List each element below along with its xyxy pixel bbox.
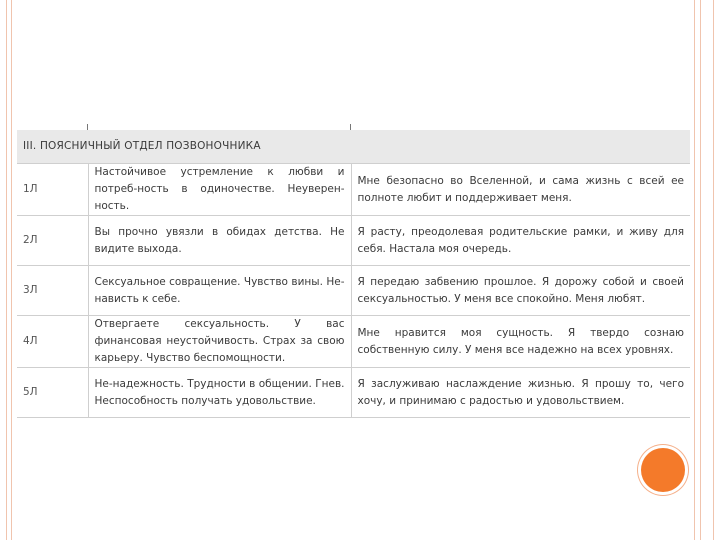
affirmation-cell: Я передаю забвению прошлое. Я дорожу собой и своей сексуальностью. У меня все спокойно. Меня любят. xyxy=(351,266,690,316)
affirmation-cell: Я заслуживаю наслаждение жизнью. Я прошу то, чего хочу, и принимаю с радостью и удовольствием. xyxy=(351,368,690,418)
table-row xyxy=(17,316,690,368)
table-row xyxy=(17,266,690,316)
slide-border-far-right xyxy=(713,0,714,540)
vertebra-code: 4Л xyxy=(17,316,88,368)
vertebra-code: 3Л xyxy=(17,266,88,316)
cause-cell: Сексуальное совращение. Чувство вины. Не-нависть к себе. xyxy=(88,266,351,316)
vertebra-code: 1Л xyxy=(17,164,88,216)
affirmation-cell: Мне безопасно во Вселенной, и сама жизнь с всей ее полноте любит и поддерживает меня. xyxy=(351,164,690,216)
table-row xyxy=(17,368,690,418)
table-row xyxy=(17,216,690,266)
vertebra-code: 2Л xyxy=(17,216,88,266)
vertebra-code: 5Л xyxy=(17,368,88,418)
affirmation-cell: Мне нравится моя сущность. Я твердо сознаю собственную силу. У меня все надежно на всех уровнях. xyxy=(351,316,690,368)
cause-cell: Отвергаете сексуальность. У вас финансовая неустойчивость. Страх за свою карьеру. Чувство беспомощности. xyxy=(88,316,351,368)
slide-border-right xyxy=(694,0,701,540)
table-row xyxy=(17,164,690,216)
decorative-circle xyxy=(641,448,685,492)
cause-cell: Вы прочно увязли в обидах детства. Не видите выхода. xyxy=(88,216,351,266)
affirmation-cell: Я расту, преодолевая родительские рамки, и живу для себя. Настала моя очередь. xyxy=(351,216,690,266)
table-header-row xyxy=(17,130,690,164)
cause-cell: Не-надежность. Трудности в общении. Гнев. Неспособность получать удовольствие. xyxy=(88,368,351,418)
cause-cell: Настойчивое устремление к любви и потреб-ность в одиночестве. Неуверен-ность. xyxy=(88,164,351,216)
spine-table xyxy=(17,130,690,418)
section-title: III. ПОЯСНИЧНЫЙ ОТДЕЛ ПОЗВОНОЧНИКА xyxy=(17,130,690,164)
slide-border-left xyxy=(6,0,12,540)
